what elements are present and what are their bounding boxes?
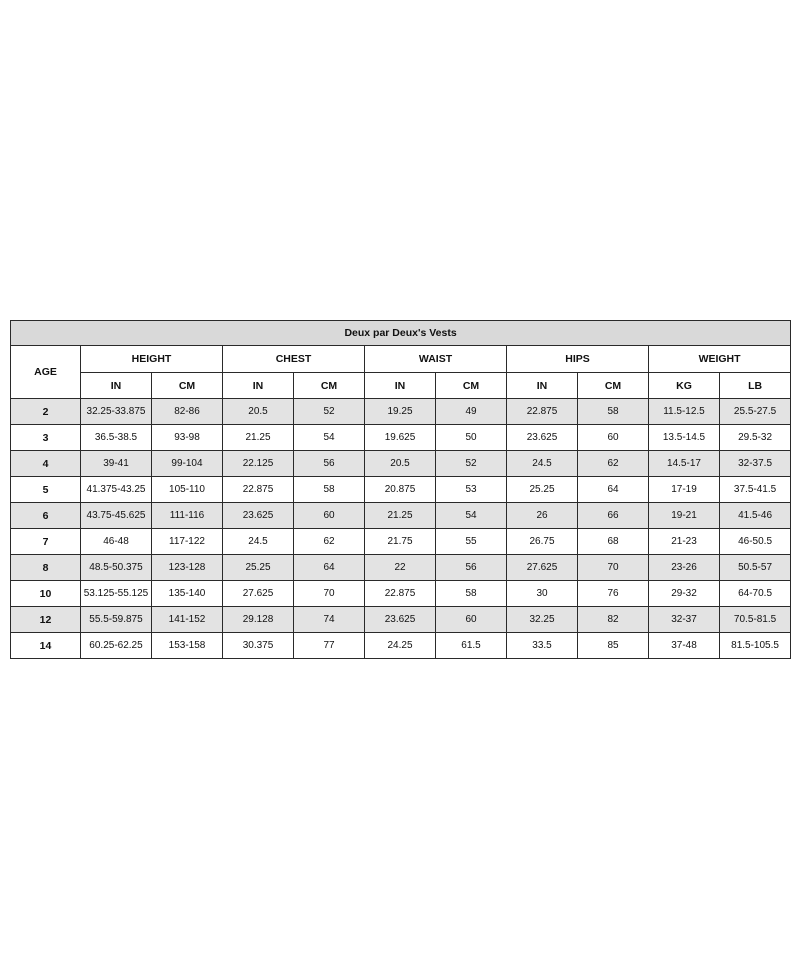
- age-cell: 3: [11, 425, 81, 451]
- table-cell: 99-104: [152, 451, 223, 477]
- table-cell: 23-26: [649, 555, 720, 581]
- table-cell: 48.5-50.375: [81, 555, 152, 581]
- table-cell: 17-19: [649, 477, 720, 503]
- unit-header: CM: [152, 373, 223, 399]
- age-cell: 8: [11, 555, 81, 581]
- unit-header: CM: [578, 373, 649, 399]
- table-cell: 21-23: [649, 529, 720, 555]
- table-cell: 49: [436, 399, 507, 425]
- unit-header: LB: [720, 373, 791, 399]
- table-cell: 58: [436, 581, 507, 607]
- table-cell: 111-116: [152, 503, 223, 529]
- table-cell: 93-98: [152, 425, 223, 451]
- table-cell: 24.25: [365, 633, 436, 659]
- table-cell: 24.5: [223, 529, 294, 555]
- table-cell: 33.5: [507, 633, 578, 659]
- table-cell: 61.5: [436, 633, 507, 659]
- table-cell: 153-158: [152, 633, 223, 659]
- table-cell: 64-70.5: [720, 581, 791, 607]
- table-cell: 32.25-33.875: [81, 399, 152, 425]
- table-cell: 123-128: [152, 555, 223, 581]
- table-row: [11, 633, 791, 659]
- table-cell: 22.875: [223, 477, 294, 503]
- unit-header: KG: [649, 373, 720, 399]
- unit-header-row: [11, 373, 791, 399]
- chest-header: CHEST: [223, 346, 365, 373]
- table-cell: 55: [436, 529, 507, 555]
- table-cell: 29.128: [223, 607, 294, 633]
- table-cell: 141-152: [152, 607, 223, 633]
- table-cell: 13.5-14.5: [649, 425, 720, 451]
- table-row: [11, 503, 791, 529]
- table-cell: 60: [436, 607, 507, 633]
- table-cell: 20.5: [223, 399, 294, 425]
- table-row: [11, 477, 791, 503]
- table-cell: 22.875: [365, 581, 436, 607]
- age-cell: 14: [11, 633, 81, 659]
- table-cell: 52: [436, 451, 507, 477]
- table-row: [11, 607, 791, 633]
- table-cell: 82-86: [152, 399, 223, 425]
- table-row: [11, 399, 791, 425]
- table-cell: 25.25: [223, 555, 294, 581]
- table-cell: 82: [578, 607, 649, 633]
- age-cell: 5: [11, 477, 81, 503]
- table-cell: 21.75: [365, 529, 436, 555]
- table-cell: 64: [578, 477, 649, 503]
- table-cell: 41.5-46: [720, 503, 791, 529]
- table-cell: 66: [578, 503, 649, 529]
- waist-header: WAIST: [365, 346, 507, 373]
- table-cell: 37.5-41.5: [720, 477, 791, 503]
- table-cell: 70.5-81.5: [720, 607, 791, 633]
- table-cell: 27.625: [223, 581, 294, 607]
- age-cell: 6: [11, 503, 81, 529]
- size-chart-table: [10, 320, 791, 659]
- table-cell: 50.5-57: [720, 555, 791, 581]
- table-cell: 26.75: [507, 529, 578, 555]
- table-cell: 19.625: [365, 425, 436, 451]
- age-cell: 7: [11, 529, 81, 555]
- group-header-row: [11, 346, 791, 373]
- table-cell: 54: [294, 425, 365, 451]
- table-cell: 43.75-45.625: [81, 503, 152, 529]
- table-cell: 62: [578, 451, 649, 477]
- unit-header: CM: [436, 373, 507, 399]
- table-cell: 23.625: [365, 607, 436, 633]
- age-cell: 10: [11, 581, 81, 607]
- table-cell: 14.5-17: [649, 451, 720, 477]
- table-cell: 36.5-38.5: [81, 425, 152, 451]
- table-cell: 32-37.5: [720, 451, 791, 477]
- age-header: AGE: [11, 346, 81, 399]
- height-header: HEIGHT: [81, 346, 223, 373]
- table-cell: 64: [294, 555, 365, 581]
- table-row: [11, 425, 791, 451]
- table-cell: 56: [436, 555, 507, 581]
- age-cell: 4: [11, 451, 81, 477]
- table-cell: 53: [436, 477, 507, 503]
- table-cell: 53.125-55.125: [81, 581, 152, 607]
- table-cell: 23.625: [507, 425, 578, 451]
- table-cell: 25.5-27.5: [720, 399, 791, 425]
- table-cell: 52: [294, 399, 365, 425]
- table-cell: 20.5: [365, 451, 436, 477]
- table-cell: 74: [294, 607, 365, 633]
- unit-header: IN: [507, 373, 578, 399]
- table-cell: 70: [578, 555, 649, 581]
- table-cell: 60.25-62.25: [81, 633, 152, 659]
- table-cell: 25.25: [507, 477, 578, 503]
- table-row: [11, 529, 791, 555]
- unit-header: IN: [223, 373, 294, 399]
- table-cell: 85: [578, 633, 649, 659]
- table-cell: 50: [436, 425, 507, 451]
- hips-header: HIPS: [507, 346, 649, 373]
- table-cell: 81.5-105.5: [720, 633, 791, 659]
- unit-header: CM: [294, 373, 365, 399]
- table-row: [11, 555, 791, 581]
- table-cell: 58: [294, 477, 365, 503]
- table-title: Deux par Deux's Vests: [11, 321, 791, 346]
- size-table-body: [11, 399, 791, 659]
- table-cell: 68: [578, 529, 649, 555]
- title-row: [11, 321, 791, 346]
- table-cell: 27.625: [507, 555, 578, 581]
- table-cell: 32.25: [507, 607, 578, 633]
- table-cell: 56: [294, 451, 365, 477]
- table-cell: 105-110: [152, 477, 223, 503]
- table-cell: 24.5: [507, 451, 578, 477]
- table-cell: 60: [578, 425, 649, 451]
- table-cell: 62: [294, 529, 365, 555]
- table-cell: 37-48: [649, 633, 720, 659]
- table-cell: 117-122: [152, 529, 223, 555]
- age-cell: 12: [11, 607, 81, 633]
- table-row: [11, 581, 791, 607]
- table-cell: 77: [294, 633, 365, 659]
- age-cell: 2: [11, 399, 81, 425]
- table-cell: 41.375-43.25: [81, 477, 152, 503]
- table-cell: 58: [578, 399, 649, 425]
- table-cell: 21.25: [223, 425, 294, 451]
- table-cell: 55.5-59.875: [81, 607, 152, 633]
- table-cell: 54: [436, 503, 507, 529]
- table-cell: 46-50.5: [720, 529, 791, 555]
- table-cell: 32-37: [649, 607, 720, 633]
- table-cell: 76: [578, 581, 649, 607]
- unit-header: IN: [365, 373, 436, 399]
- table-row: [11, 451, 791, 477]
- table-cell: 30: [507, 581, 578, 607]
- table-cell: 19.25: [365, 399, 436, 425]
- table-cell: 70: [294, 581, 365, 607]
- weight-header: WEIGHT: [649, 346, 791, 373]
- table-cell: 135-140: [152, 581, 223, 607]
- table-cell: 29-32: [649, 581, 720, 607]
- table-cell: 60: [294, 503, 365, 529]
- table-cell: 39-41: [81, 451, 152, 477]
- table-cell: 11.5-12.5: [649, 399, 720, 425]
- unit-header: IN: [81, 373, 152, 399]
- table-cell: 20.875: [365, 477, 436, 503]
- table-cell: 22: [365, 555, 436, 581]
- table-cell: 22.875: [507, 399, 578, 425]
- table-cell: 46-48: [81, 529, 152, 555]
- table-cell: 23.625: [223, 503, 294, 529]
- table-cell: 19-21: [649, 503, 720, 529]
- table-cell: 30.375: [223, 633, 294, 659]
- table-cell: 22.125: [223, 451, 294, 477]
- table-cell: 26: [507, 503, 578, 529]
- table-cell: 29.5-32: [720, 425, 791, 451]
- table-cell: 21.25: [365, 503, 436, 529]
